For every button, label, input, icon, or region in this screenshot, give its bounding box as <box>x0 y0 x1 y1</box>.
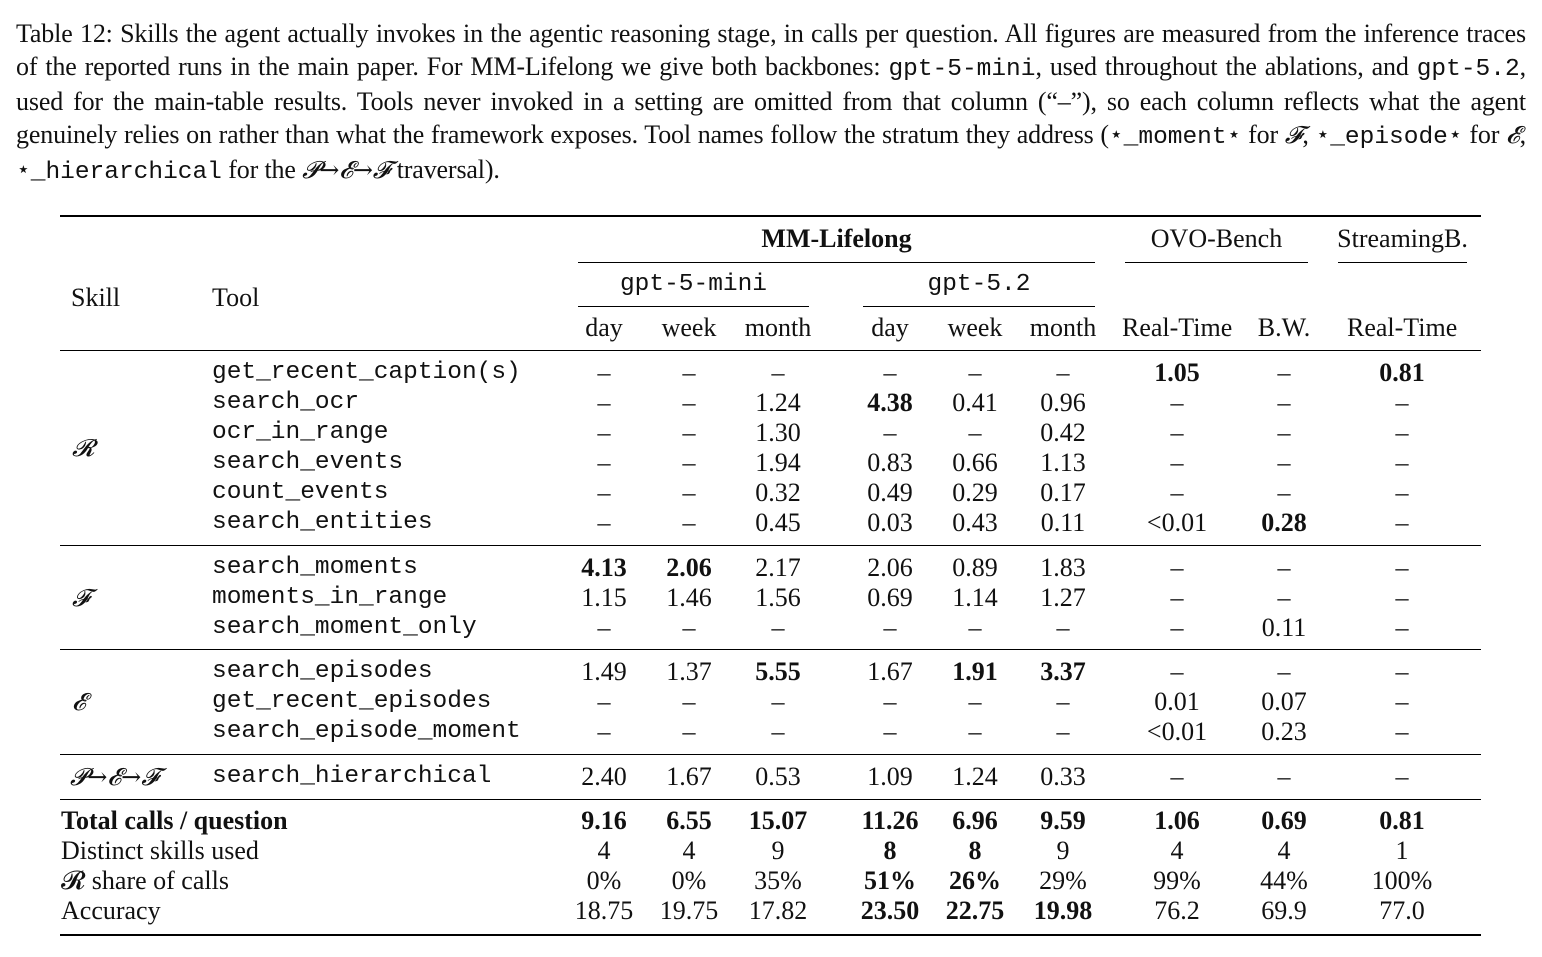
value-cell: 9 <box>771 836 785 865</box>
value-cell: 19.98 <box>1033 896 1093 925</box>
value-cell: 0.28 <box>1261 508 1307 537</box>
value-cell: 2.06 <box>867 553 913 582</box>
value-cell: <0.01 <box>1146 717 1208 746</box>
value-cell: – <box>682 388 696 417</box>
value-cell: 1.14 <box>952 583 998 612</box>
value-cell: – <box>1395 613 1409 642</box>
value-cell: – <box>1170 613 1184 642</box>
value-cell: – <box>1056 358 1070 387</box>
value-cell: – <box>1170 553 1184 582</box>
tool-name: get_recent_caption(s) <box>212 359 521 386</box>
value-cell: 0.42 <box>1040 418 1086 447</box>
value-cell: 0.23 <box>1261 717 1307 746</box>
tool-name: search_episodes <box>212 658 433 685</box>
value-cell: 1.24 <box>755 388 801 417</box>
tool-name: search_events <box>212 449 404 476</box>
sub-underline-52 <box>863 306 1095 307</box>
value-cell: – <box>1395 553 1409 582</box>
value-cell: 5.55 <box>755 657 801 686</box>
value-cell: – <box>883 717 897 746</box>
value-cell: 1.49 <box>581 657 627 686</box>
header-mm-lifelong: MM-Lifelong <box>761 224 912 253</box>
value-cell: – <box>1277 553 1291 582</box>
value-cell: – <box>968 418 982 447</box>
column-header: month <box>1029 313 1097 342</box>
value-cell: 44% <box>1260 866 1308 895</box>
value-cell: 0% <box>586 866 622 895</box>
group-underline-ovo <box>1125 262 1308 263</box>
summary-label: Accuracy <box>61 896 161 925</box>
value-cell: 6.96 <box>952 806 998 835</box>
value-cell: 15.07 <box>748 806 808 835</box>
group-underline-stream <box>1338 262 1467 263</box>
value-cell: 0.29 <box>952 478 998 507</box>
header-rule <box>60 350 1481 351</box>
value-cell: – <box>968 613 982 642</box>
value-cell: – <box>597 448 611 477</box>
value-cell: 4.13 <box>581 553 627 582</box>
value-cell: 8 <box>968 836 982 865</box>
value-cell: 9.16 <box>581 806 627 835</box>
value-cell: 1.83 <box>1040 553 1086 582</box>
table-caption: Table 12: Skills the agent actually invokes in the agentic reasoning stage, in calls per question. All figures are measured from the inference traces of the reported runs in the main paper. For MM-Lifelong we give both backbones: gpt-5-mini, used throughout the ablations, and gpt-5.2, used for the main-table results. Tools never invoked in a setting are omitted from that column (“–”), so each column reflects what the agent genuinely relies on rather than what the framework exposes. Tool names follow the stratum they address (⋆_moment⋆ for 𝓕, ⋆_episode⋆ for 𝓔, ⋆_hierarchical for the 𝓟→𝓔→𝓕 traversal). <box>16 19 1527 187</box>
skill-label: 𝓟→𝓔→𝓕 <box>70 763 159 791</box>
value-cell: 35% <box>754 866 802 895</box>
value-cell: 0.03 <box>867 508 913 537</box>
bottom-rule <box>60 934 1481 936</box>
value-cell: – <box>1056 717 1070 746</box>
value-cell: 17.82 <box>748 896 808 925</box>
value-cell: 0.81 <box>1379 806 1425 835</box>
value-cell: 1.67 <box>867 657 913 686</box>
skill-label: 𝓕 <box>72 584 90 612</box>
value-cell: – <box>1170 583 1184 612</box>
tool-name: search_hierarchical <box>212 763 492 790</box>
value-cell: – <box>1277 418 1291 447</box>
value-cell: – <box>771 358 785 387</box>
value-cell: – <box>1395 448 1409 477</box>
tool-name: ocr_in_range <box>212 419 389 446</box>
value-cell: – <box>682 687 696 716</box>
skill-label: 𝓔 <box>72 688 86 716</box>
value-cell: – <box>682 717 696 746</box>
value-cell: 1 <box>1395 836 1409 865</box>
value-cell: 1.06 <box>1154 806 1200 835</box>
value-cell: 1.15 <box>581 583 627 612</box>
value-cell: 2.40 <box>581 762 627 791</box>
column-header: month <box>744 313 812 342</box>
value-cell: – <box>883 687 897 716</box>
top-rule <box>60 215 1481 217</box>
value-cell: 1.09 <box>867 762 913 791</box>
column-header: week <box>947 313 1003 342</box>
value-cell: 6.55 <box>666 806 712 835</box>
value-cell: – <box>968 687 982 716</box>
value-cell: – <box>1170 448 1184 477</box>
header-gpt-5-mini: gpt-5-mini <box>619 271 768 298</box>
value-cell: – <box>1170 418 1184 447</box>
value-cell: 22.75 <box>945 896 1005 925</box>
value-cell: – <box>1056 613 1070 642</box>
value-cell: 69.9 <box>1261 896 1307 925</box>
summary-label: Total calls / question <box>61 806 288 835</box>
value-cell: – <box>1170 388 1184 417</box>
value-cell: 0.96 <box>1040 388 1086 417</box>
summary-label: 𝓡 share of calls <box>61 866 229 895</box>
value-cell: 0.33 <box>1040 762 1086 791</box>
value-cell: 29% <box>1039 866 1087 895</box>
value-cell: 1.94 <box>755 448 801 477</box>
value-cell: 23.50 <box>860 896 920 925</box>
tool-name: search_entities <box>212 509 433 536</box>
value-cell: 0.69 <box>867 583 913 612</box>
skill-label: 𝓡 <box>72 434 95 462</box>
value-cell: – <box>771 613 785 642</box>
value-cell: – <box>1395 388 1409 417</box>
value-cell: 0.89 <box>952 553 998 582</box>
column-header: Real-Time <box>1122 313 1233 342</box>
value-cell: – <box>1170 657 1184 686</box>
value-cell: 0.11 <box>1261 613 1307 642</box>
value-cell: – <box>1395 687 1409 716</box>
value-cell: 0.32 <box>755 478 801 507</box>
value-cell: 19.75 <box>659 896 719 925</box>
section-rule <box>60 649 1481 650</box>
value-cell: – <box>1170 762 1184 791</box>
value-cell: 1.91 <box>952 657 998 686</box>
value-cell: – <box>682 613 696 642</box>
value-cell: 3.37 <box>1040 657 1086 686</box>
value-cell: 1.56 <box>755 583 801 612</box>
value-cell: – <box>1395 418 1409 447</box>
summary-rule <box>60 799 1481 800</box>
value-cell: – <box>597 508 611 537</box>
value-cell: – <box>883 613 897 642</box>
value-cell: 0.01 <box>1154 687 1200 716</box>
header-streamingb: StreamingB. <box>1337 224 1468 253</box>
tool-name: search_moments <box>212 554 418 581</box>
tool-name: moments_in_range <box>212 584 448 611</box>
value-cell: <0.01 <box>1146 508 1208 537</box>
sub-underline-mini <box>578 306 809 307</box>
value-cell: 0.07 <box>1261 687 1307 716</box>
value-cell: 0.69 <box>1261 806 1307 835</box>
value-cell: 1.37 <box>666 657 712 686</box>
tool-name: search_ocr <box>212 389 360 416</box>
value-cell: 0.49 <box>867 478 913 507</box>
value-cell: – <box>1277 583 1291 612</box>
value-cell: 100% <box>1371 866 1433 895</box>
value-cell: – <box>1277 478 1291 507</box>
value-cell: 1.27 <box>1040 583 1086 612</box>
tool-name: count_events <box>212 479 389 506</box>
value-cell: 0.81 <box>1379 358 1425 387</box>
tool-name: search_episode_moment <box>212 718 521 745</box>
value-cell: 51% <box>864 866 916 895</box>
value-cell: – <box>1395 583 1409 612</box>
header-skill: Skill <box>71 283 121 312</box>
value-cell: 11.26 <box>861 806 919 835</box>
value-cell: 26% <box>949 866 1001 895</box>
value-cell: – <box>771 717 785 746</box>
value-cell: 0.17 <box>1040 478 1086 507</box>
value-cell: – <box>883 358 897 387</box>
value-cell: – <box>597 388 611 417</box>
value-cell: 1.67 <box>666 762 712 791</box>
value-cell: – <box>1395 478 1409 507</box>
value-cell: 8 <box>883 836 897 865</box>
group-underline-mm <box>578 262 1095 263</box>
value-cell: – <box>597 478 611 507</box>
value-cell: 4.38 <box>867 388 913 417</box>
value-cell: 1.30 <box>755 418 801 447</box>
value-cell: – <box>1395 657 1409 686</box>
value-cell: 4 <box>1170 836 1184 865</box>
value-cell: – <box>1056 687 1070 716</box>
value-cell: – <box>597 717 611 746</box>
value-cell: 0.66 <box>952 448 998 477</box>
value-cell: – <box>1395 717 1409 746</box>
value-cell: – <box>883 418 897 447</box>
value-cell: – <box>597 687 611 716</box>
value-cell: – <box>1395 762 1409 791</box>
section-rule <box>60 754 1481 755</box>
value-cell: – <box>1170 478 1184 507</box>
header-tool: Tool <box>212 283 260 312</box>
value-cell: – <box>682 448 696 477</box>
value-cell: – <box>968 717 982 746</box>
value-cell: – <box>682 508 696 537</box>
column-header: day <box>585 313 623 342</box>
value-cell: 76.2 <box>1154 896 1200 925</box>
value-cell: – <box>682 418 696 447</box>
value-cell: – <box>682 358 696 387</box>
value-cell: – <box>1277 448 1291 477</box>
value-cell: 1.24 <box>952 762 998 791</box>
tool-name: get_recent_episodes <box>212 688 492 715</box>
section-rule <box>60 545 1481 546</box>
value-cell: 4 <box>597 836 611 865</box>
column-header: Real-Time <box>1347 313 1458 342</box>
value-cell: 1.05 <box>1154 358 1200 387</box>
value-cell: 4 <box>682 836 696 865</box>
value-cell: – <box>597 358 611 387</box>
value-cell: 0.45 <box>755 508 801 537</box>
value-cell: 0.83 <box>867 448 913 477</box>
header-ovo-bench: OVO-Bench <box>1150 224 1283 253</box>
column-header: week <box>661 313 717 342</box>
value-cell: – <box>597 418 611 447</box>
value-cell: 0.53 <box>755 762 801 791</box>
value-cell: 0.41 <box>952 388 998 417</box>
value-cell: 18.75 <box>574 896 634 925</box>
header-gpt-5-2: gpt-5.2 <box>927 271 1031 298</box>
value-cell: 0.43 <box>952 508 998 537</box>
value-cell: 1.46 <box>666 583 712 612</box>
value-cell: – <box>1277 657 1291 686</box>
value-cell: 0.11 <box>1040 508 1086 537</box>
value-cell: – <box>1395 508 1409 537</box>
summary-label: Distinct skills used <box>61 836 259 865</box>
value-cell: – <box>1277 388 1291 417</box>
value-cell: – <box>682 478 696 507</box>
value-cell: 2.17 <box>755 553 801 582</box>
value-cell: – <box>597 613 611 642</box>
value-cell: – <box>1277 358 1291 387</box>
value-cell: 4 <box>1277 836 1291 865</box>
value-cell: – <box>968 358 982 387</box>
value-cell: 77.0 <box>1379 896 1425 925</box>
value-cell: 1.13 <box>1040 448 1086 477</box>
column-header: day <box>871 313 909 342</box>
value-cell: – <box>1277 762 1291 791</box>
column-header: B.W. <box>1257 313 1311 342</box>
value-cell: 0% <box>671 866 707 895</box>
value-cell: 9.59 <box>1040 806 1086 835</box>
value-cell: – <box>771 687 785 716</box>
tool-name: search_moment_only <box>212 614 477 641</box>
value-cell: 99% <box>1153 866 1201 895</box>
value-cell: 2.06 <box>666 553 712 582</box>
value-cell: 9 <box>1056 836 1070 865</box>
